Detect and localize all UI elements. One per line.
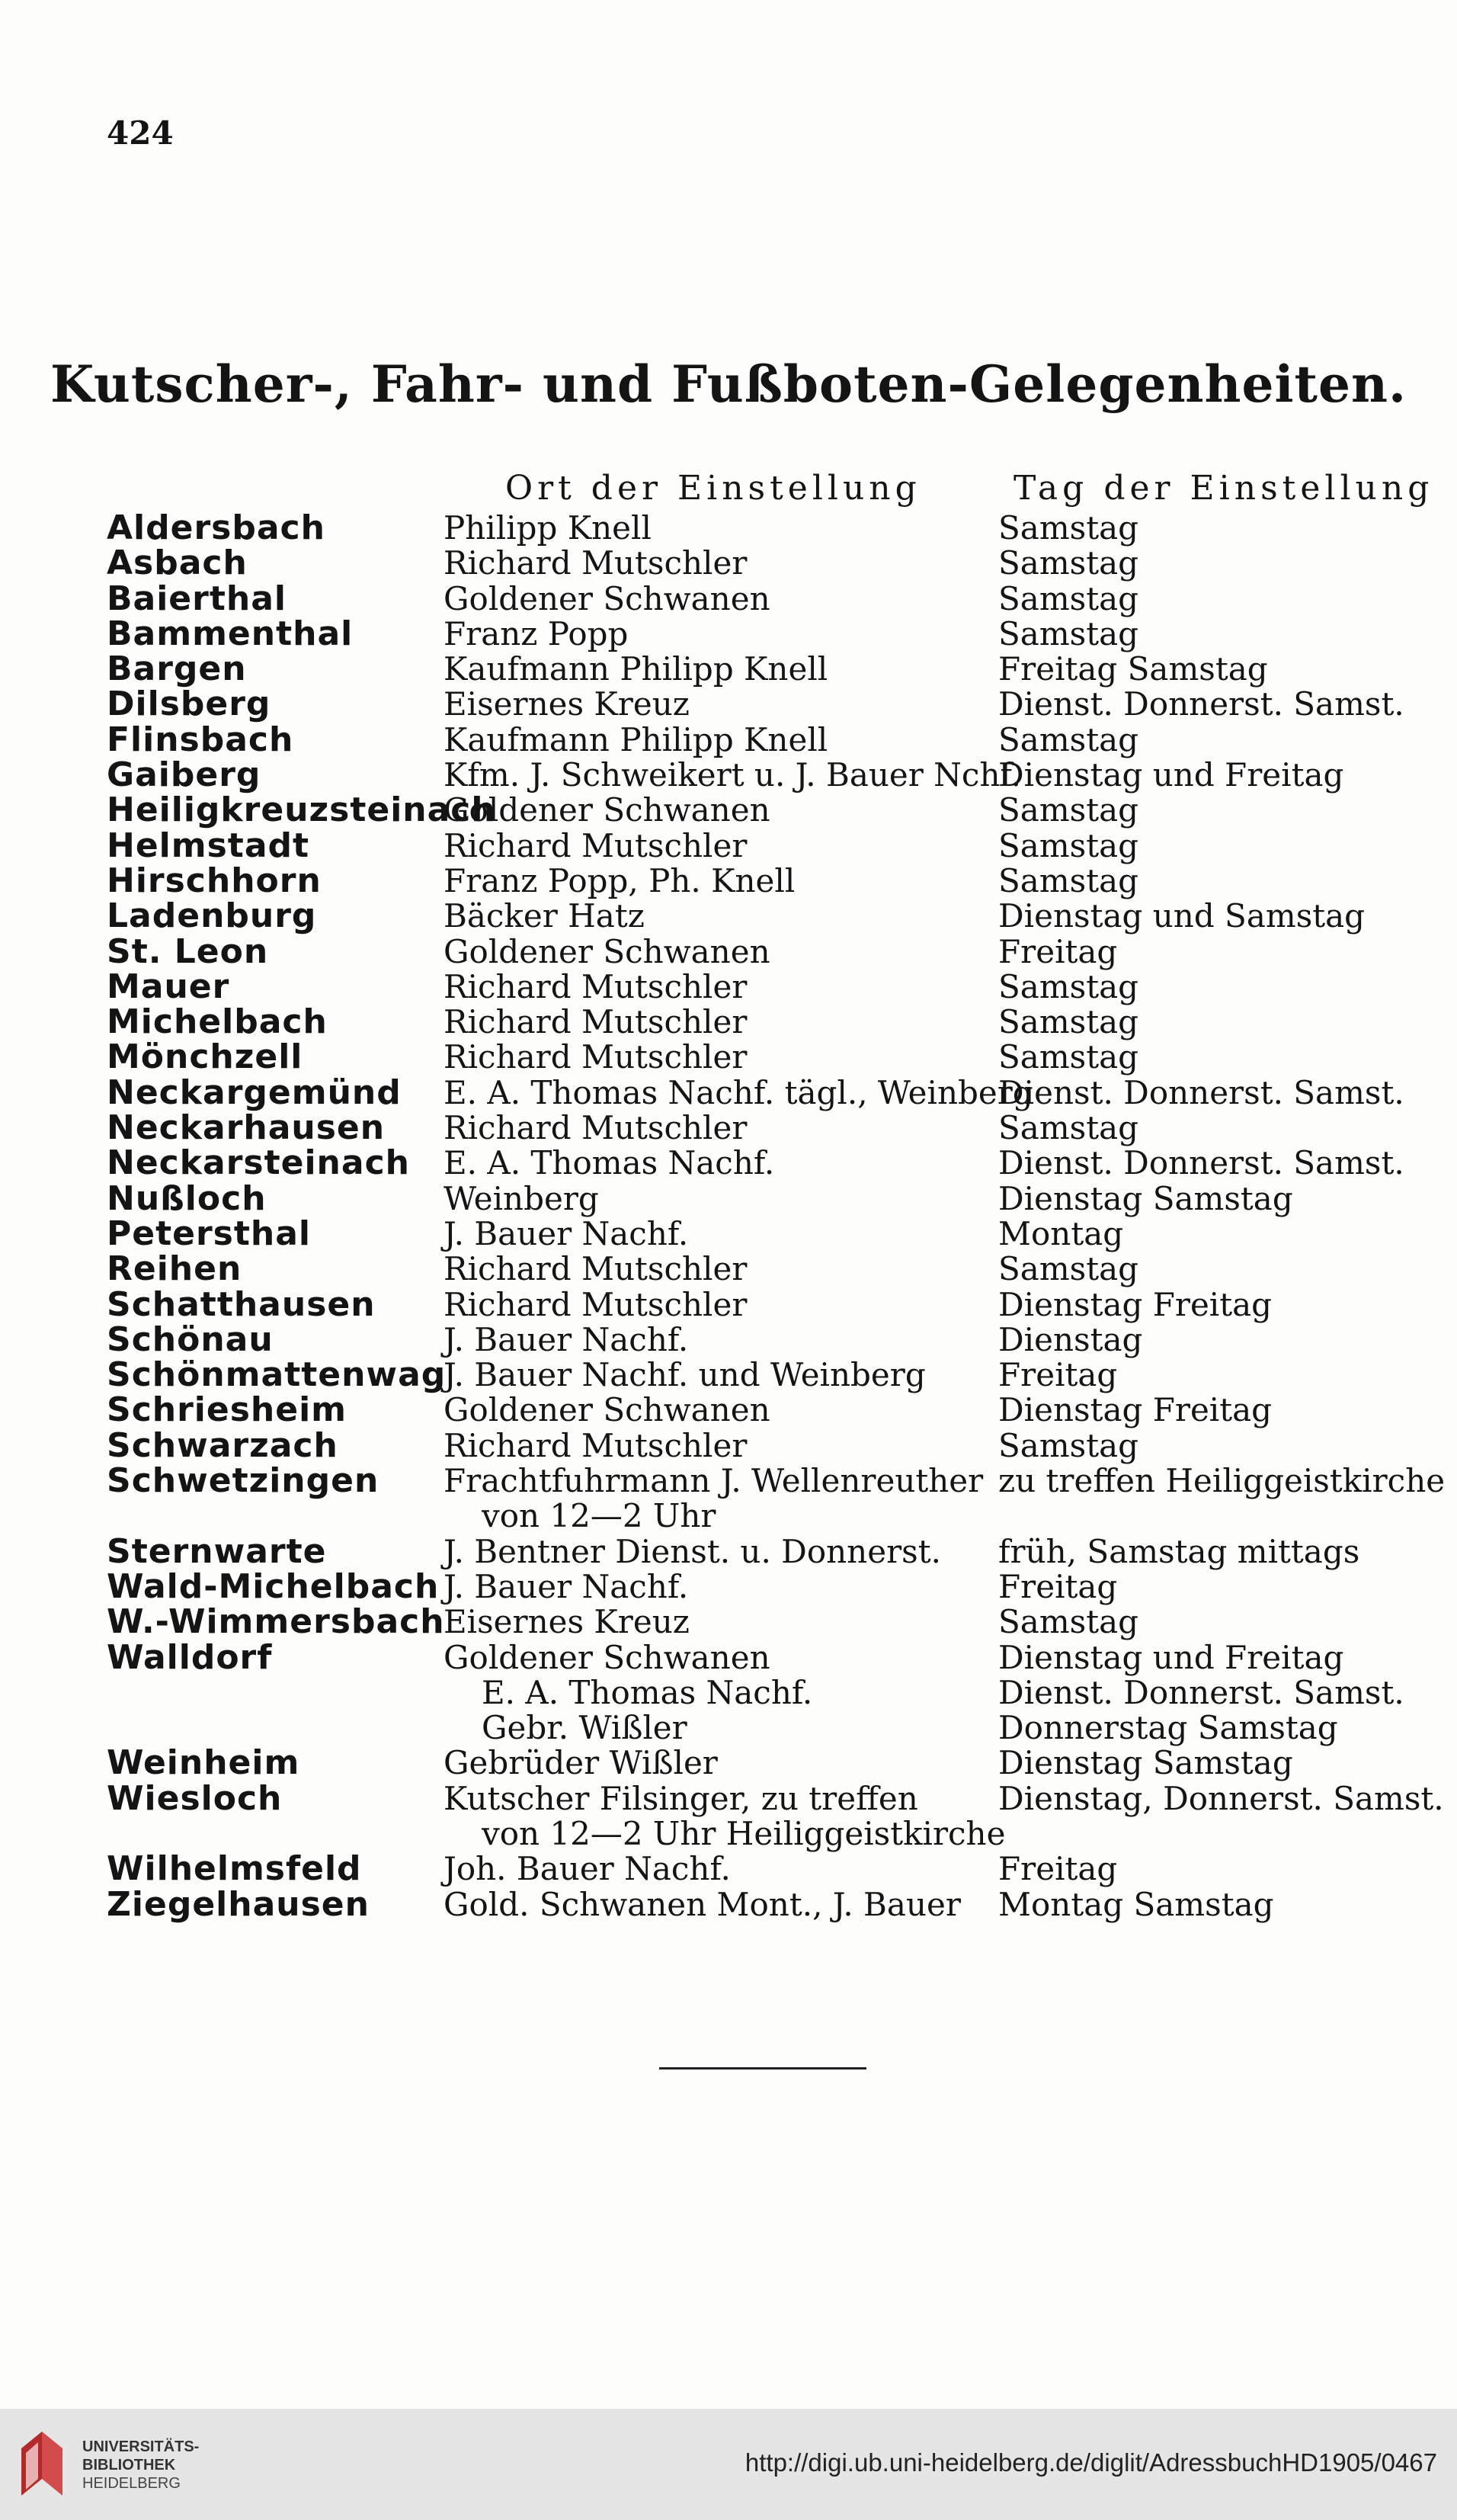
tag-der-einstellung: Samstag	[998, 1109, 1138, 1147]
tag-der-einstellung: Dienst. Donnerst. Samst.	[998, 1673, 1404, 1711]
place-name: Baierthal	[107, 579, 287, 618]
place-name: Schönau	[107, 1319, 274, 1359]
table-row	[0, 1566, 1457, 1606]
ort-der-einstellung: Goldener Schwanen	[444, 579, 770, 617]
place-name: Mönchzell	[107, 1037, 303, 1077]
tag-der-einstellung: Dienstag und Samstag	[998, 897, 1366, 935]
logo-line: UNIVERSITÄTS-	[82, 2438, 200, 2455]
table-row	[0, 1355, 1457, 1395]
table-row	[0, 1390, 1457, 1430]
table-row	[0, 1710, 1457, 1746]
source-url-link[interactable]: http://digi.ub.uni-heidelberg.de/diglit/AdressbuchHD1905/0467	[745, 2448, 1437, 2477]
ort-der-einstellung: Frachtfuhrmann J. Wellenreuther	[444, 1462, 984, 1500]
listing-table	[0, 508, 1457, 1924]
table-row	[0, 720, 1457, 759]
tag-der-einstellung: Dienstag Samstag	[998, 1179, 1293, 1217]
place-name: Dilsberg	[107, 685, 271, 724]
table-row	[0, 687, 1457, 722]
place-name: Reihen	[107, 1249, 242, 1289]
place-name: Heiligkreuzsteinach	[107, 790, 496, 830]
place-name: Neckargemünd	[107, 1072, 402, 1112]
ort-der-einstellung: Kutscher Filsinger, zu treffen	[444, 1779, 918, 1817]
table-row	[0, 1602, 1457, 1642]
tag-der-einstellung: Dienst. Donnerst. Samst.	[998, 1144, 1404, 1182]
table-row	[0, 1499, 1457, 1534]
place-name: Hirschhorn	[107, 861, 322, 900]
tag-der-einstellung: Samstag	[998, 861, 1138, 899]
place-name: Weinheim	[107, 1743, 300, 1783]
tag-der-einstellung: Freitag	[998, 1567, 1118, 1605]
place-name: Asbach	[107, 543, 248, 583]
tag-der-einstellung: Samstag	[998, 826, 1138, 864]
table-row	[0, 649, 1457, 689]
place-name: Michelbach	[107, 1002, 328, 1042]
logo-line: BIBLIOTHEK	[82, 2457, 176, 2474]
table-row	[0, 1743, 1457, 1783]
table-row	[0, 1284, 1457, 1324]
tag-der-einstellung: Samstag	[998, 1426, 1138, 1464]
place-name: Wilhelmsfeld	[107, 1849, 362, 1889]
tag-der-einstellung: Donnerstag Samstag	[998, 1709, 1338, 1747]
ort-der-einstellung: Richard Mutschler	[444, 1003, 748, 1041]
tag-der-einstellung: Freitag	[998, 1850, 1118, 1888]
ort-der-einstellung: J. Bauer Nachf.	[444, 1214, 689, 1252]
ort-der-einstellung: Gebr. Wißler	[482, 1709, 687, 1747]
place-name: Neckarsteinach	[107, 1143, 410, 1183]
ort-der-einstellung: Goldener Schwanen	[444, 932, 770, 970]
place-name: Neckarhausen	[107, 1108, 386, 1148]
tag-der-einstellung: Freitag Samstag	[998, 650, 1268, 688]
ort-der-einstellung: Richard Mutschler	[444, 1109, 748, 1147]
ort-der-einstellung: von 12—2 Uhr Heiliggeistkirche	[482, 1814, 1006, 1852]
ort-der-einstellung: Eisernes Kreuz	[444, 1603, 690, 1641]
library-logo-icon	[15, 2425, 69, 2502]
ort-der-einstellung: Kfm. J. Schweikert u. J. Bauer Nchf.	[444, 756, 1021, 794]
tag-der-einstellung: Dienstag Freitag	[998, 1285, 1273, 1323]
ort-der-einstellung: Richard Mutschler	[444, 826, 748, 864]
ort-der-einstellung: Joh. Bauer Nachf.	[444, 1850, 731, 1888]
ort-der-einstellung: E. A. Thomas Nachf.	[444, 1144, 775, 1182]
tag-der-einstellung: Dienstag Freitag	[998, 1391, 1273, 1429]
place-name: Bammenthal	[107, 614, 354, 653]
tag-der-einstellung: Samstag	[998, 967, 1138, 1005]
place-name: Ladenburg	[107, 896, 317, 936]
column-header-tag: Tag der Einstellung	[1013, 469, 1434, 508]
table-row	[0, 931, 1457, 971]
place-name: Schatthausen	[107, 1284, 376, 1324]
ort-der-einstellung: Kaufmann Philipp Knell	[444, 650, 828, 688]
place-name: Schwetzingen	[107, 1461, 379, 1501]
tag-der-einstellung: Dienstag Samstag	[998, 1744, 1293, 1782]
place-name: Wald-Michelbach	[107, 1566, 440, 1606]
tag-der-einstellung: Dienst. Donnerst. Samst.	[998, 685, 1404, 723]
table-row	[0, 826, 1457, 865]
ort-der-einstellung: Franz Popp, Ph. Knell	[444, 861, 796, 899]
table-row	[0, 1675, 1457, 1710]
ort-der-einstellung: Weinberg	[444, 1179, 599, 1217]
tag-der-einstellung: Dienst. Donnerst. Samst.	[998, 1073, 1404, 1111]
place-name: Sternwarte	[107, 1531, 327, 1571]
tag-der-einstellung: Samstag	[998, 791, 1138, 829]
ort-der-einstellung: J. Bentner Dienst. u. Donnerst.	[444, 1532, 941, 1570]
tag-der-einstellung: Samstag	[998, 1603, 1138, 1641]
tag-der-einstellung: Samstag	[998, 544, 1138, 582]
table-row	[0, 1214, 1457, 1253]
ort-der-einstellung: Richard Mutschler	[444, 1038, 748, 1076]
table-row	[0, 1425, 1457, 1465]
table-row	[0, 1143, 1457, 1183]
table-row	[0, 1461, 1457, 1501]
ort-der-einstellung: von 12—2 Uhr	[482, 1497, 716, 1535]
ort-der-einstellung: Bäcker Hatz	[444, 897, 645, 935]
table-row	[0, 755, 1457, 795]
table-row	[0, 1178, 1457, 1218]
footer-bar	[0, 2409, 1457, 2520]
place-name: Schriesheim	[107, 1390, 347, 1430]
place-name: Nußloch	[107, 1178, 267, 1218]
place-name: Aldersbach	[107, 508, 325, 547]
tag-der-einstellung: Montag	[998, 1214, 1124, 1252]
ort-der-einstellung: E. A. Thomas Nachf.	[482, 1673, 813, 1711]
place-name: Flinsbach	[107, 720, 294, 759]
ort-der-einstellung: Kaufmann Philipp Knell	[444, 720, 828, 758]
end-rule	[659, 2067, 866, 2070]
table-row	[0, 1249, 1457, 1289]
ort-der-einstellung: Richard Mutschler	[444, 1285, 748, 1323]
ort-der-einstellung: Gebrüder Wißler	[444, 1744, 718, 1782]
table-row	[0, 967, 1457, 1006]
table-row	[0, 1072, 1457, 1112]
ort-der-einstellung: Richard Mutschler	[444, 1250, 748, 1288]
table-row	[0, 861, 1457, 900]
place-name: Ziegelhausen	[107, 1884, 370, 1924]
ort-der-einstellung: Philipp Knell	[444, 509, 652, 547]
table-row	[0, 1637, 1457, 1677]
place-name: Schwarzach	[107, 1425, 338, 1465]
tag-der-einstellung: Samstag	[998, 1250, 1138, 1288]
ort-der-einstellung: J. Bauer Nachf.	[444, 1567, 689, 1605]
tag-der-einstellung: früh, Samstag mittags	[998, 1532, 1360, 1570]
tag-der-einstellung: Montag Samstag	[998, 1885, 1274, 1923]
table-row	[0, 579, 1457, 618]
tag-der-einstellung: Samstag	[998, 614, 1138, 652]
tag-der-einstellung: Samstag	[998, 720, 1138, 758]
table-row	[0, 1849, 1457, 1889]
table-row	[0, 1319, 1457, 1359]
ort-der-einstellung: Richard Mutschler	[444, 544, 748, 582]
tag-der-einstellung: Samstag	[998, 579, 1138, 617]
tag-der-einstellung: zu treffen Heiliggeistkirche	[998, 1462, 1446, 1500]
place-name: Walldorf	[107, 1637, 273, 1677]
ort-der-einstellung: Franz Popp	[444, 614, 629, 652]
library-logo-text	[82, 2438, 199, 2493]
ort-der-einstellung: Richard Mutschler	[444, 967, 748, 1005]
ort-der-einstellung: J. Bauer Nachf.	[444, 1320, 689, 1358]
place-name: St. Leon	[107, 931, 269, 971]
table-row	[0, 508, 1457, 547]
ort-der-einstellung: Goldener Schwanen	[444, 1638, 770, 1676]
tag-der-einstellung: Dienstag, Donnerst. Samst.	[998, 1779, 1444, 1817]
ort-der-einstellung: Goldener Schwanen	[444, 791, 770, 829]
tag-der-einstellung: Samstag	[998, 1003, 1138, 1041]
place-name: Gaiberg	[107, 755, 261, 795]
ort-der-einstellung: J. Bauer Nachf. und Weinberg	[444, 1356, 926, 1394]
tag-der-einstellung: Freitag	[998, 932, 1118, 970]
place-name: Mauer	[107, 967, 230, 1006]
place-name: Bargen	[107, 649, 247, 689]
table-row	[0, 1108, 1457, 1148]
place-name: Helmstadt	[107, 826, 310, 865]
tag-der-einstellung: Dienstag	[998, 1320, 1143, 1358]
page-number: 424	[107, 114, 174, 152]
place-name: Schönmattenwag	[107, 1355, 447, 1395]
table-row	[0, 614, 1457, 653]
table-row	[0, 1037, 1457, 1077]
ort-der-einstellung: Eisernes Kreuz	[444, 685, 690, 723]
table-row	[0, 790, 1457, 830]
tag-der-einstellung: Freitag	[998, 1356, 1118, 1394]
table-row	[0, 543, 1457, 583]
ort-der-einstellung: E. A. Thomas Nachf. tägl., Weinberg	[444, 1073, 1033, 1111]
place-name: Petersthal	[107, 1214, 311, 1253]
table-row	[0, 1531, 1457, 1571]
tag-der-einstellung: Samstag	[998, 509, 1138, 547]
table-row	[0, 1778, 1457, 1818]
table-row	[0, 1002, 1457, 1042]
tag-der-einstellung: Samstag	[998, 1038, 1138, 1076]
column-header-ort: Ort der Einstellung	[505, 469, 921, 508]
place-name: Wiesloch	[107, 1778, 283, 1818]
table-row	[0, 1816, 1457, 1852]
table-row	[0, 1884, 1457, 1924]
tag-der-einstellung: Dienstag und Freitag	[998, 756, 1344, 794]
ort-der-einstellung: Gold. Schwanen Mont., J. Bauer	[444, 1885, 961, 1923]
tag-der-einstellung: Dienstag und Freitag	[998, 1638, 1344, 1676]
table-row	[0, 896, 1457, 936]
page-title: Kutscher-, Fahr- und Fußboten-Gelegenheiten.	[50, 354, 1407, 414]
ort-der-einstellung: Richard Mutschler	[444, 1426, 748, 1464]
place-name: W.-Wimmersbach	[107, 1602, 445, 1642]
ort-der-einstellung: Goldener Schwanen	[444, 1391, 770, 1429]
logo-line: HEIDELBERG	[82, 2475, 181, 2492]
